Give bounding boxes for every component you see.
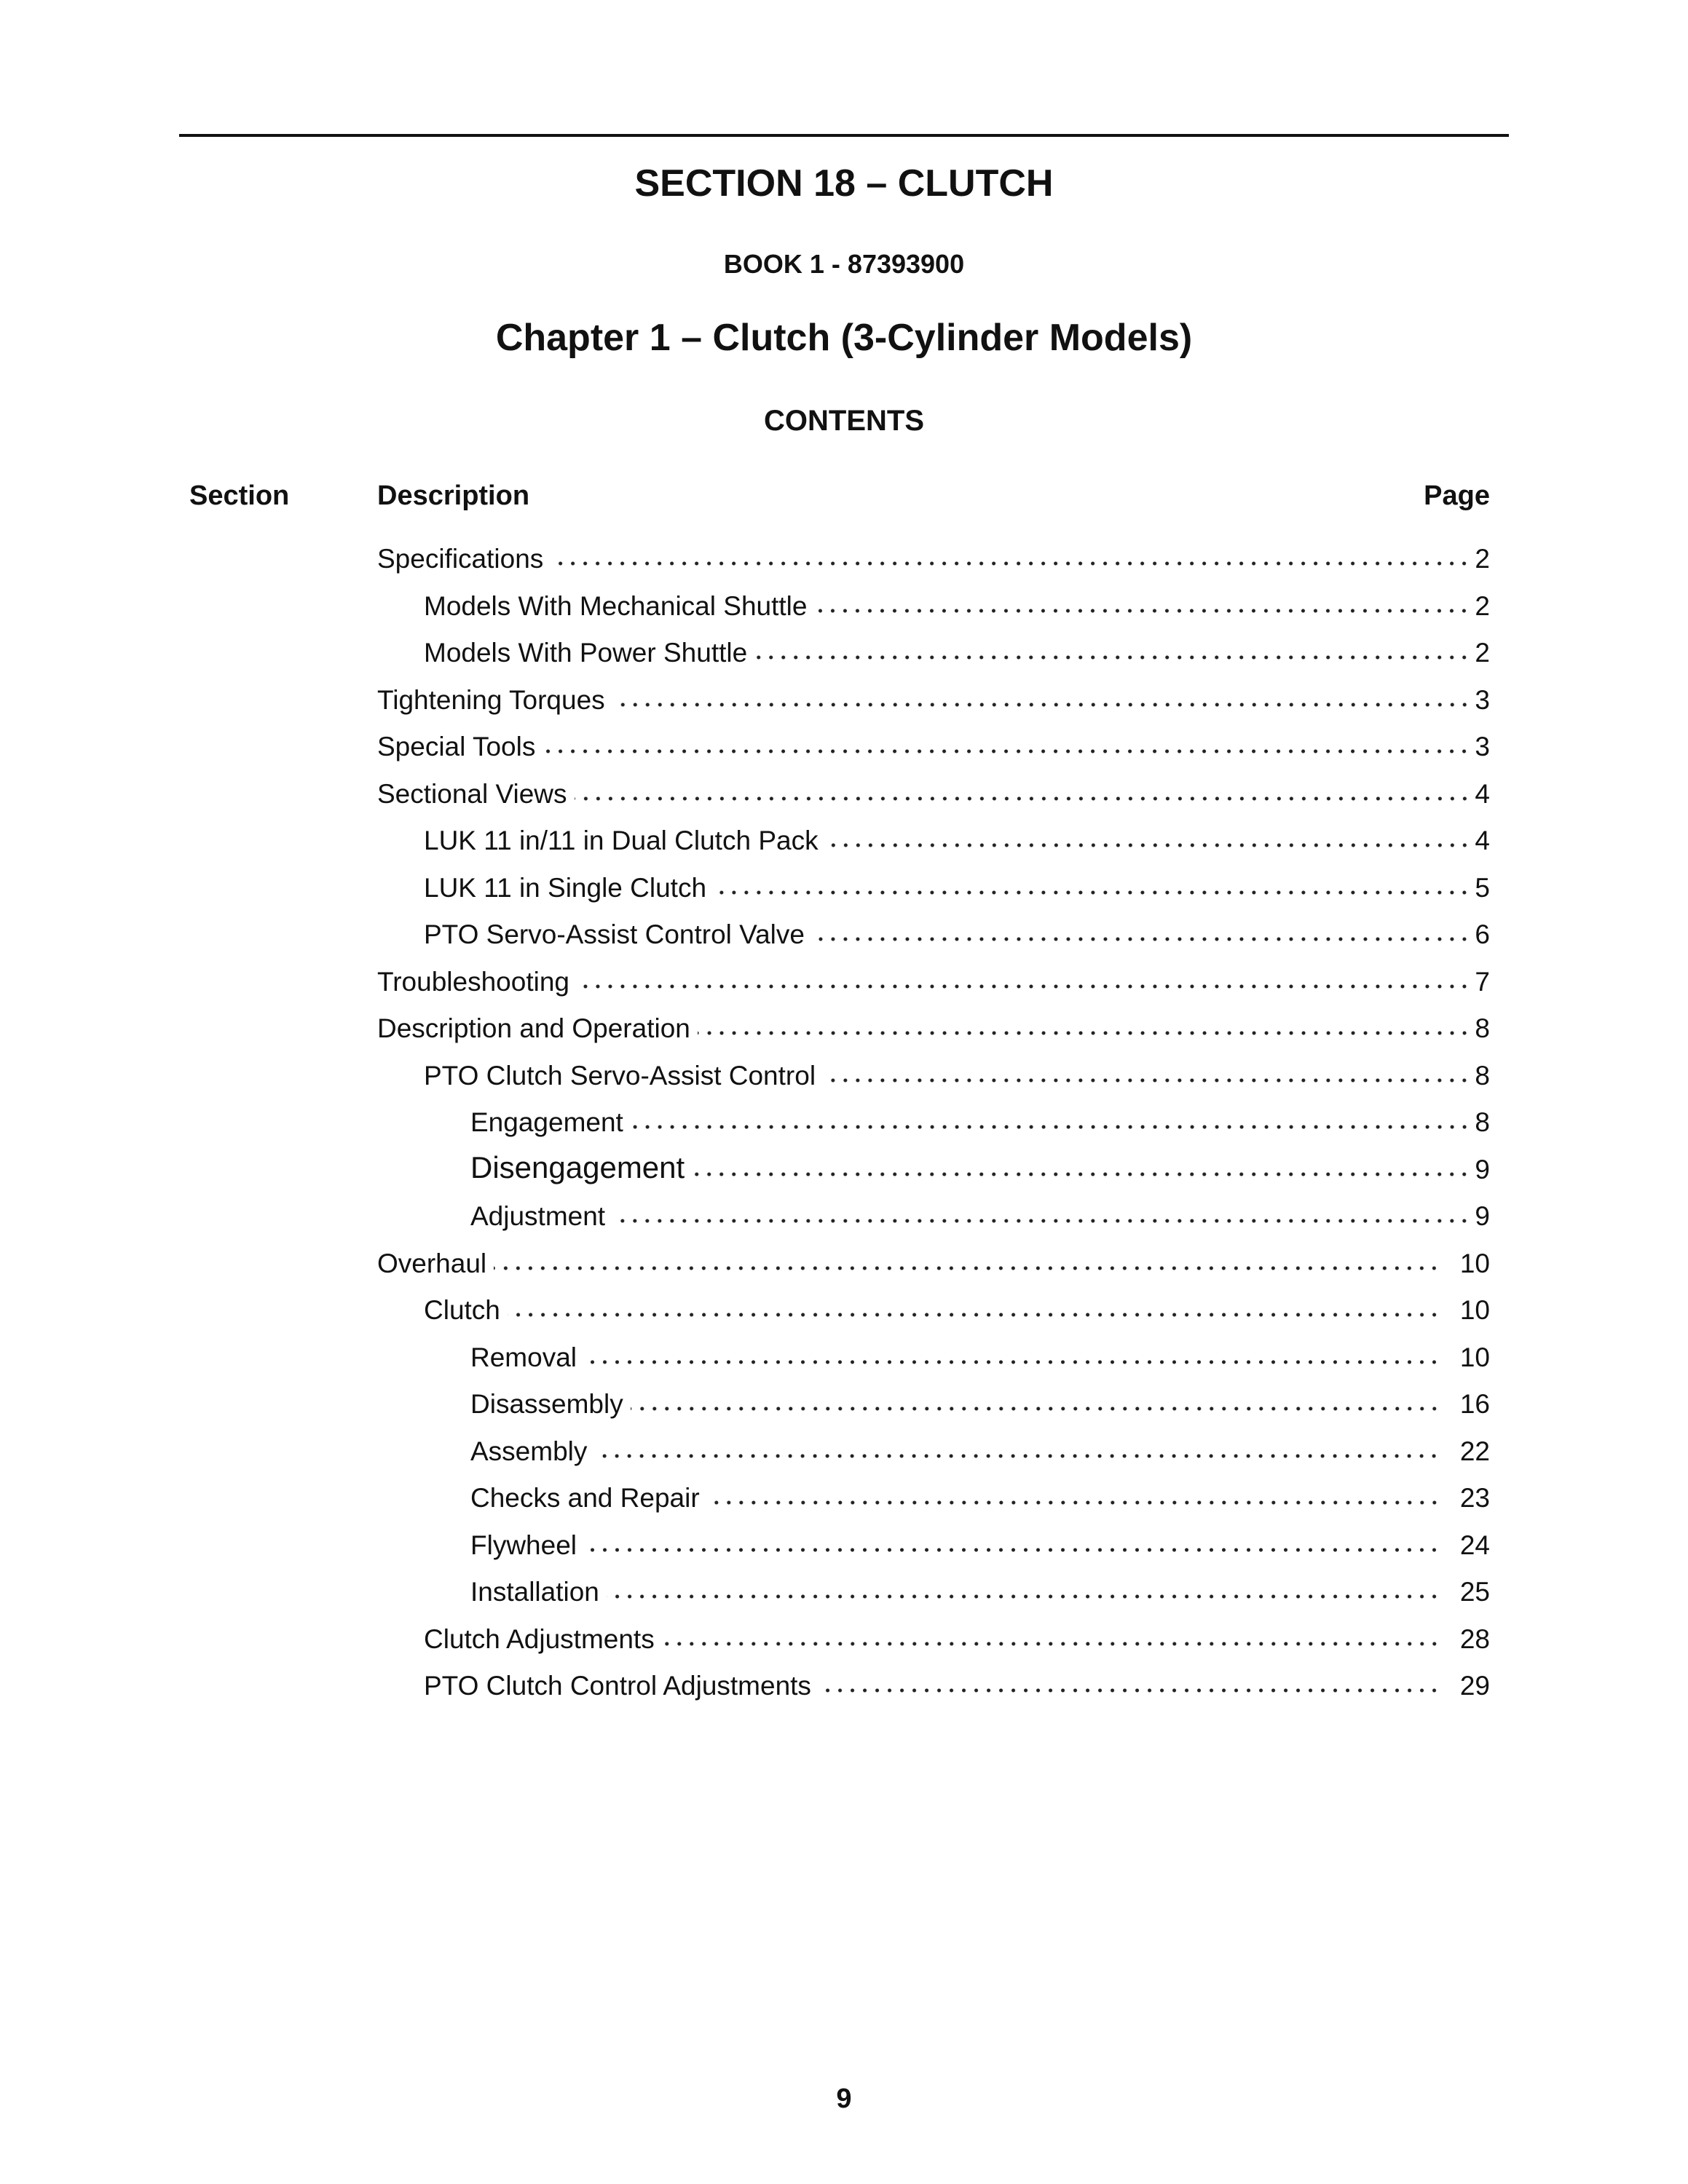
- dot-leader: [662, 1641, 1440, 1647]
- dot-leader: [508, 1312, 1440, 1318]
- toc-entry-page: 3: [1475, 732, 1490, 761]
- column-header-section: Section: [189, 480, 290, 511]
- toc-entry-page: 7: [1475, 967, 1490, 997]
- toc-entry-description-and-operation: [377, 995, 1490, 1042]
- toc-entry-page: 10: [1459, 1295, 1490, 1325]
- dot-leader: [714, 890, 1470, 895]
- toc-entry-label: Models With Power Shuttle: [424, 638, 748, 668]
- toc-entry-checks-and-repair: [470, 1465, 1490, 1513]
- toc-entry-label: Models With Mechanical Shuttle: [424, 591, 808, 621]
- dot-leader: [584, 1547, 1440, 1553]
- toc-entry-page: 29: [1459, 1671, 1490, 1701]
- toc-entry-label: Sectional Views: [377, 779, 567, 809]
- toc-entry-label: Adjustment: [470, 1201, 606, 1231]
- toc-entry-pto-clutch-servo-assist-control: [424, 1042, 1490, 1089]
- dot-leader: [584, 1359, 1440, 1365]
- toc-entry-label: LUK 11 in/11 in Dual Clutch Pack: [424, 826, 819, 855]
- toc-entry-label: PTO Clutch Servo-Assist Control: [424, 1061, 816, 1091]
- toc-entry-page: 24: [1459, 1530, 1490, 1560]
- dot-leader: [594, 1453, 1440, 1459]
- toc-entry-page: 8: [1475, 1013, 1490, 1043]
- toc-entry-label: Flywheel: [470, 1530, 577, 1560]
- dot-leader: [826, 842, 1471, 848]
- toc-entry-installation: [470, 1559, 1490, 1607]
- toc-entry-engagement: [470, 1089, 1490, 1136]
- toc-entry-page: 10: [1459, 1342, 1490, 1372]
- toc-entry-label: Description and Operation: [377, 1013, 690, 1043]
- toc-entry-assembly: [470, 1418, 1490, 1466]
- toc-entry-label: Removal: [470, 1342, 577, 1372]
- toc-entry-page: 3: [1475, 685, 1490, 715]
- dot-leader: [819, 1688, 1440, 1693]
- toc-entry-label: Disassembly: [470, 1389, 623, 1419]
- toc-entry-pto-clutch-control-adjustments: [424, 1653, 1490, 1701]
- toc-entry-label: Assembly: [470, 1436, 588, 1466]
- toc-entry-page: 22: [1459, 1436, 1490, 1466]
- toc-entry-page: 10: [1459, 1249, 1490, 1278]
- dot-leader: [692, 1171, 1470, 1177]
- dot-leader: [707, 1500, 1440, 1506]
- toc-entry-label: Troubleshooting: [377, 967, 569, 997]
- dot-leader: [698, 1030, 1471, 1036]
- toc-entry-special-tools: [377, 713, 1490, 760]
- toc-entry-label: Specifications: [377, 544, 544, 574]
- dot-leader: [543, 748, 1470, 754]
- column-header-page: Page: [1424, 480, 1490, 511]
- toc-entry-disassembly: [470, 1371, 1490, 1419]
- top-rule: [179, 134, 1509, 137]
- toc-entry-page: 6: [1475, 919, 1490, 949]
- toc-entry-label: Clutch Adjustments: [424, 1624, 655, 1654]
- toc-entry-clutch-adjustments: [424, 1606, 1490, 1654]
- toc-entry-models-with-mechanical-shuttle: [424, 573, 1490, 620]
- toc-entry-removal: [470, 1324, 1490, 1372]
- toc-entry-label: Clutch: [424, 1295, 500, 1325]
- dot-leader: [612, 1218, 1470, 1224]
- dot-leader: [631, 1406, 1440, 1412]
- dot-leader: [494, 1265, 1440, 1271]
- toc-entry-tightening-torques: [377, 667, 1490, 713]
- toc-entry-luk-single-clutch: [424, 855, 1490, 901]
- toc-entry-label: Overhaul: [377, 1249, 487, 1278]
- toc-entry-label: Engagement: [470, 1107, 623, 1137]
- dot-leader: [612, 702, 1471, 708]
- toc-entry-label: Installation: [470, 1577, 599, 1607]
- column-header-description: Description: [377, 480, 530, 511]
- toc-entry-page: 25: [1459, 1577, 1490, 1607]
- chapter-title: Chapter 1 – Clutch (3-Cylinder Models): [495, 317, 1193, 359]
- dot-leader: [812, 936, 1470, 942]
- toc-entry-clutch: [424, 1277, 1490, 1325]
- dot-leader: [551, 561, 1470, 566]
- toc-entry-adjustment: [470, 1183, 1490, 1230]
- toc-entry-flywheel: [470, 1512, 1490, 1560]
- dot-leader: [575, 796, 1471, 802]
- dot-leader: [814, 608, 1470, 614]
- toc-entry-page: 8: [1475, 1107, 1490, 1137]
- toc-entry-page: 2: [1475, 638, 1490, 668]
- dot-leader: [607, 1594, 1440, 1599]
- toc-entry-label: Checks and Repair: [470, 1483, 700, 1513]
- toc-entry-label: PTO Clutch Control Adjustments: [424, 1671, 811, 1701]
- book-number: BOOK 1 - 87393900: [723, 249, 965, 279]
- toc-entry-specifications: [377, 526, 1490, 572]
- toc-entry-disengagement: [470, 1136, 1490, 1183]
- dot-leader: [823, 1077, 1470, 1083]
- toc-entry-page: 16: [1459, 1389, 1490, 1419]
- toc-entry-overhaul: [377, 1230, 1490, 1278]
- toc-entry-label: PTO Servo-Assist Control Valve: [424, 919, 805, 949]
- contents-title: CONTENTS: [764, 405, 924, 437]
- dot-leader: [577, 984, 1470, 989]
- toc-entry-page: 28: [1459, 1624, 1490, 1654]
- page-number: 9: [836, 2084, 852, 2114]
- toc-entry-page: 9: [1475, 1155, 1490, 1184]
- toc-entry-label: Tightening Torques: [377, 685, 605, 715]
- toc-entry-page: 23: [1459, 1483, 1490, 1513]
- toc-entry-page: 5: [1475, 873, 1490, 903]
- toc-entry-label: Disengagement: [470, 1150, 685, 1184]
- toc-entry-sectional-views: [377, 761, 1490, 807]
- toc-entry-label: LUK 11 in Single Clutch: [424, 873, 707, 903]
- toc-entry-page: 2: [1475, 544, 1490, 574]
- toc-entry-page: 4: [1475, 779, 1490, 809]
- toc-entry-troubleshooting: [377, 949, 1490, 995]
- toc-entry-page: 8: [1475, 1061, 1490, 1091]
- toc-entry-page: 4: [1475, 826, 1490, 855]
- dot-leader: [631, 1124, 1471, 1130]
- section-title: SECTION 18 – CLUTCH: [634, 162, 1054, 205]
- toc-entry-luk-dual-clutch-pack: [424, 807, 1490, 854]
- toc-entry-models-with-power-shuttle: [424, 620, 1490, 666]
- toc-entry-page: 2: [1475, 591, 1490, 621]
- dot-leader: [754, 654, 1470, 660]
- toc-entry-pto-servo-assist-control-valve: [424, 901, 1490, 948]
- toc-entry-page: 9: [1475, 1201, 1490, 1231]
- toc-entry-label: Special Tools: [377, 732, 536, 761]
